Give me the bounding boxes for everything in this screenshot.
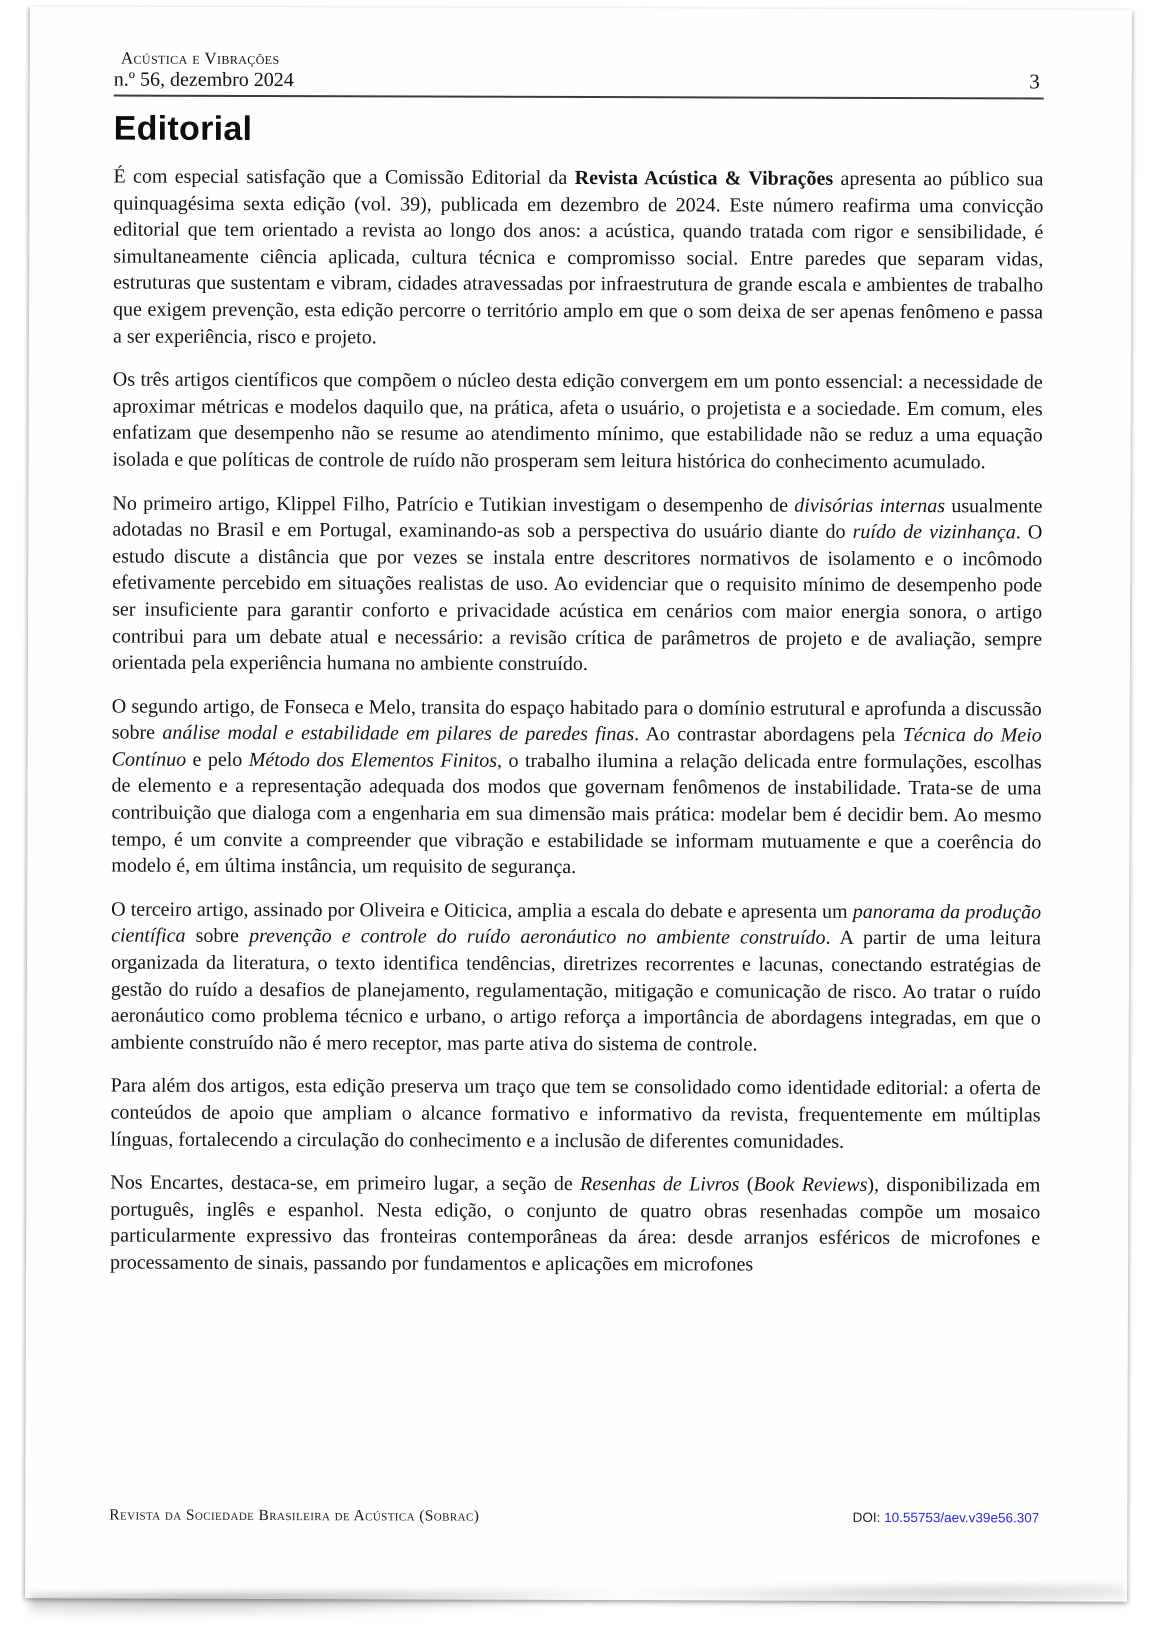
editorial-paragraph: Nos Encartes, destaca-se, em primeiro lugar, a seção de Resenhas de Livros (Book Reviews), disponibilizada em português, inglês e espanhol. Nesta edição, o conjunto de quatro obras resenhadas compõe um mosaico particularmente expressivo das fronteiras contemporâneas da área: desde arranjos esféricos de microfones e processamento de sinais, passando por fundamentos e aplicações em microfones [110,1171,1041,1276]
page-content [109,7,1044,1602]
footer-journal-name: Revista da Sociedade Brasileira de Acústica (Sobrac) [109,1506,480,1525]
editorial-paragraph: Para além dos artigos, esta edição preserva um traço que tem se consolidado como identidade editorial: a oferta de conteúdos de apoio que ampliam o alcance formativo e informativo da revista, frequentemente em múltiplas línguas, fortalecendo a circulação do conhecimento e a inclusão de diferentes comunidades. [110,1074,1041,1153]
editorial-paragraph: É com especial satisfação que a Comissão Editorial da Revista Acústica & Vibrações apresenta ao público sua quinquagésima sexta edição (vol. 39), publicada em dezembro de 2024. Este número reafirma uma convicção editorial que tem orientado a revista ao longo dos anos: a acústica, quando tratada com rigor e sensibilidade, é simultaneamente ciência aplicada, cultura técnica e compromisso social. Entre paredes que separam vidas, estruturas que sustentam e vibram, cidades atravessadas por infraestrutura de grande escala e ambientes de trabalho que exigem prevenção, esta edição percorre o território amplo em que o som deixa de ser apenas fenômeno e passa a ser experiência, risco e projeto. [112,165,1044,348]
header-left-block [114,49,294,93]
editorial-paragraph: O terceiro artigo, assinado por Oliveira e Oiticica, amplia a escala do debate e apresenta um panorama da produção científica sobre prevenção e controle do ruído aeronáutico no ambiente construído. A partir de uma leitura organizada da literatura, o texto identifica tendências, diretrizes recorrentes e lacunas, conectando estratégias de gestão do ruído a desafios de planejamento, regulamentação, mitigação e comunicação de risco. Ao tratar o ruído aeronáutico como problema técnico e urbano, o artigo reforça a importância de abordagens integradas, em que o ambiente construído não é mero receptor, mas parte ativa do sistema de controle. [110,898,1042,1056]
journal-name: Acústica e Vibrações [120,48,280,69]
page-header [114,7,1044,95]
page-number: 3 [1029,69,1040,94]
editorial-paragraph: No primeiro artigo, Klippel Filho, Patrício e Tutikian investigam o desempenho de divisórias internas usualmente adotadas no Brasil e em Portugal, examinando-as sob a perspectiva do usuário diante do ruído de vizinhança. O estudo discute a distância que por vezes se instala entre descritores normativos de isolamento e o incômodo efetivamente percebido em situações realistas de uso. Ao evidenciar que o requisito mínimo de desempenho pode ser insuficiente para garantir conforto e privacidade acústica em cenários com maior energia sonora, o artigo contribui para um debate atual e necessário: a revisão crítica de parâmetros de projeto e de avaliação, sempre orientada pela experiência humana no ambiente construído. [111,492,1043,676]
editorial-paragraph: O segundo artigo, de Fonseca e Melo, transita do espaço habitado para o domínio estrutural e aprofunda a discussão sobre análise modal e estabilidade em pilares de paredes finas. Ao contrastar abordagens pela Técnica do Meio Contínuo e pelo Método dos Elementos Finitos, o trabalho ilumina a relação delicada entre formulações, escolhas de elemento e a representação adequada dos modos que governam fenômenos de instabilidade. Trata-se de uma contribuição que dialoga com a engenharia em sua dimensão mais prática: modelar bem é decidir bem. Ao mesmo tempo, é um convite a compreender que vibração e estabilidade se informam mutuamente e que a coerência do modelo é, em última instância, um requisito de segurança. [111,695,1042,879]
footer-doi [853,1510,1040,1526]
page-title: Editorial [113,109,253,148]
doi-label: DOI: [852,1509,881,1525]
issue-line: n.º 56, dezembro 2024 [113,68,294,92]
doi-link[interactable]: 10.55753/aev.v39e56.307 [884,1509,1040,1526]
editorial-body [110,164,1043,1279]
editorial-paragraph: Os três artigos científicos que compõem o núcleo desta edição convergem em um ponto essencial: a necessidade de aproximar métricas e modelos daquilo que, na prática, afeta o usuário, o projetista e a sociedade. Em comum, eles enfatizam que desempenho não se resume ao atendimento mínimo, que estabilidade não se reduz a uma equação isolada e que políticas de controle de ruído não prosperam sem leitura histórica do conhecimento acumulado. [112,368,1043,474]
header-rule [114,95,1044,100]
page-sheet [25,6,1132,1601]
page-footer [109,1507,1039,1528]
